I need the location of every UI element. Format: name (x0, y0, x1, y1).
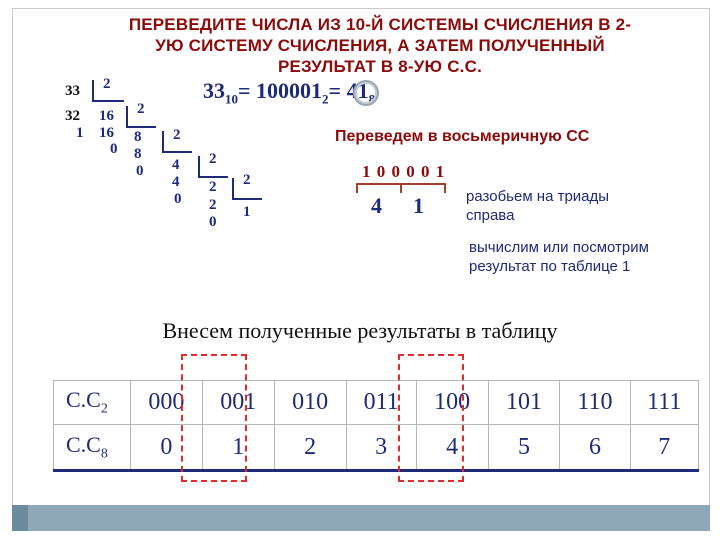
table-note-line-1: вычислим или посмотрим (469, 239, 649, 256)
division-dividend: 33 (65, 83, 80, 99)
octal-cell: 1 (202, 425, 274, 471)
conversion-equation (203, 78, 375, 107)
slide-title (90, 14, 670, 77)
triad-tick (400, 183, 402, 193)
footer-accent (12, 505, 28, 531)
table-note-line-2: результат по таблице 1 (469, 258, 631, 275)
octal-cell: 4 (416, 425, 488, 471)
binary-cell: 101 (488, 381, 560, 425)
division-remainder: 1 (76, 125, 84, 141)
binary-cell: 001 (202, 381, 274, 425)
octal-base: 8 (368, 91, 376, 107)
octal-cell: 7 (630, 425, 698, 471)
binary-cell: 011 (346, 381, 416, 425)
division-product: 16 (99, 125, 114, 141)
octal-heading: Переведем в восьмеричную СС (335, 128, 590, 145)
binary-number: 100001 (256, 78, 323, 103)
division-bar (198, 176, 228, 178)
equals-sign: = (328, 78, 347, 103)
division-divisor: 2 (103, 76, 111, 92)
division-remainder: 0 (136, 163, 144, 179)
division-bar (198, 156, 200, 178)
binary-base: 2 (322, 91, 329, 107)
table-note (469, 238, 649, 276)
octal-cell: 5 (488, 425, 560, 471)
division-bar (92, 100, 124, 102)
division-divisor: 2 (243, 172, 251, 188)
decimal-base: 10 (225, 91, 238, 107)
title-line-1: ПЕРЕВЕДИТЕ ЧИСЛА ИЗ 10-Й СИСТЕМЫ СЧИСЛЕНИЯ В 2- (128, 15, 632, 34)
table-row (54, 425, 699, 471)
equals-sign: = (238, 78, 257, 103)
row-header-base: 8 (100, 446, 108, 462)
highlight-box (398, 354, 464, 482)
triad-value: 4 (371, 193, 382, 218)
highlight-box (181, 354, 247, 482)
division-product: 4 (172, 174, 180, 190)
table-row (54, 381, 699, 425)
row-header-label: С.С (66, 431, 101, 457)
division-divisor: 2 (173, 127, 181, 143)
table-heading: Внесем полученные результаты в таблицу (162, 318, 558, 343)
division-divisor: 2 (209, 151, 217, 167)
decimal-number: 33 (203, 78, 225, 103)
division-bar (162, 151, 192, 153)
octal-cell: 6 (560, 425, 630, 471)
row-header-octal (54, 425, 131, 471)
division-quotient: 4 (172, 157, 180, 173)
division-remainder: 0 (209, 214, 217, 230)
triads-note-line-1: разобьем на триады (466, 188, 610, 205)
ring-decoration (355, 82, 377, 107)
octal-cell: 0 (131, 425, 203, 471)
division-bar (126, 126, 156, 128)
division-quotient: 16 (99, 108, 114, 124)
octal-number: 41 (346, 78, 369, 103)
division-remainder: 0 (174, 191, 182, 207)
division-bar (126, 106, 128, 128)
division-product: 32 (65, 108, 80, 124)
binary-cell: 110 (560, 381, 630, 425)
binary-digits: 1 0 0 0 0 1 (362, 162, 446, 181)
row-header-label: С.С (66, 387, 101, 413)
binary-cell: 000 (131, 381, 203, 425)
title-line-2: УЮ СИСТЕМУ СЧИСЛЕНИЯ, А ЗАТЕМ ПОЛУЧЕННЫЙ (155, 36, 605, 55)
row-header-base: 2 (100, 401, 108, 417)
division-bar (232, 198, 262, 200)
conversion-table (53, 380, 699, 472)
division-quotient: 1 (243, 204, 251, 220)
row-header-binary (54, 381, 131, 425)
division-product: 2 (209, 197, 217, 213)
triad-tick (444, 183, 446, 193)
triad-value: 1 (413, 193, 424, 218)
division-quotient: 2 (209, 179, 217, 195)
binary-cell: 100 (416, 381, 488, 425)
division-product: 8 (134, 146, 142, 162)
triads-note (466, 187, 609, 225)
division-bar (232, 178, 234, 200)
octal-cell: 3 (346, 425, 416, 471)
division-divisor: 2 (137, 101, 145, 117)
division-quotient: 8 (134, 129, 142, 145)
triad-tick (356, 183, 358, 193)
division-bar (162, 131, 164, 153)
binary-cell: 111 (630, 381, 698, 425)
octal-cell: 2 (274, 425, 346, 471)
triads-note-line-2: справа (466, 207, 515, 224)
division-bar (92, 80, 94, 102)
title-line-3: РЕЗУЛЬТАТ В 8-УЮ С.С. (277, 57, 483, 76)
binary-cell: 010 (274, 381, 346, 425)
footer-bar (12, 505, 710, 531)
division-remainder: 0 (110, 141, 118, 157)
